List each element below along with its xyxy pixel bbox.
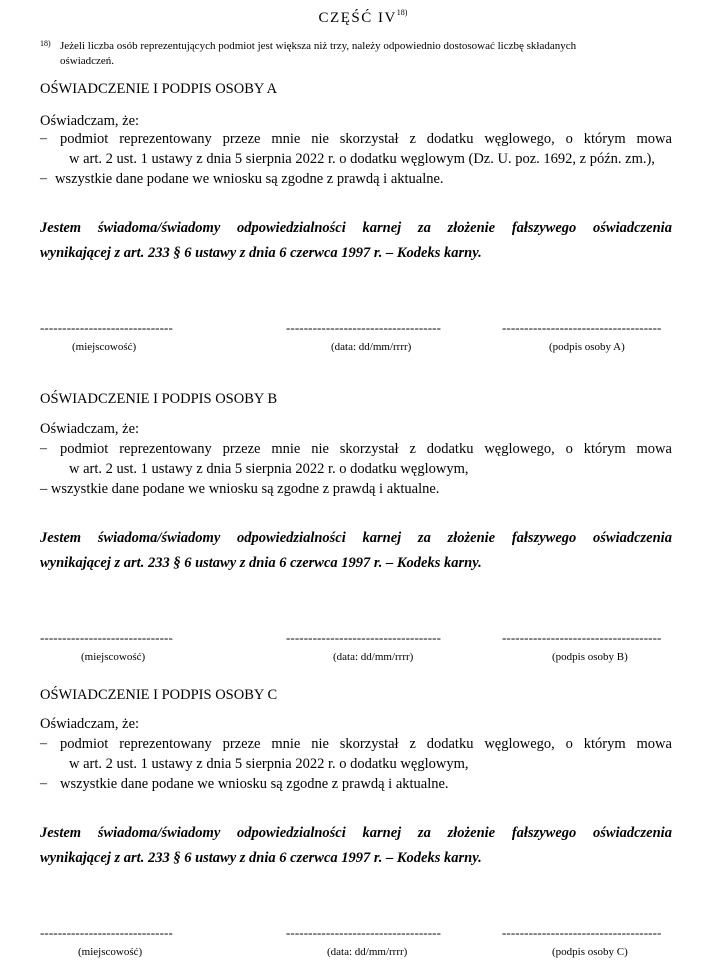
word: reprezentowany (119, 441, 212, 457)
word: dodatku (426, 131, 474, 147)
section-heading: OŚWIADCZENIE I PODPIS OSOBY C (40, 687, 278, 703)
word: podmiot (60, 131, 109, 147)
word: przeze (222, 736, 261, 752)
page-title-text: CZĘŚĆ IV (318, 10, 397, 26)
word: za (417, 825, 431, 841)
signature-label: (podpis osoby B) (552, 651, 628, 663)
word: nie (311, 131, 329, 147)
word: węglowego, (484, 131, 555, 147)
word: karnej (362, 530, 402, 546)
footnote (40, 39, 672, 69)
word: fałszywego (511, 530, 577, 546)
bullet-2: wszystkie dane podane we wniosku są zgodne z prawdą i aktualne. (60, 776, 449, 792)
bullet-dash: – (40, 736, 47, 751)
statement-line-2: wynikającej z art. 233 § 6 ustawy z dnia 6 czerwca 1997 r. – Kodeks karny. (40, 555, 482, 571)
word: świadoma/świadomy (97, 530, 221, 546)
word: którym (583, 441, 626, 457)
word: złożenie (447, 220, 496, 236)
word: dodatku (426, 736, 474, 752)
declaration-intro: Oświadczam, że: (40, 716, 140, 732)
place-label: (miejscowość) (78, 946, 143, 958)
word: reprezentowany (119, 131, 212, 147)
bullet-2: – wszystkie dane podane we wniosku są zgodne z prawdą i aktualne. (40, 481, 440, 497)
declaration-intro: Oświadczam, że: (40, 421, 140, 437)
word: o (565, 441, 573, 457)
date-signature-line: ----------------------------------- (286, 630, 442, 645)
word: mowa (636, 131, 672, 147)
date-label: (data: dd/mm/rrrr) (331, 341, 412, 353)
word: z (409, 441, 416, 457)
word: oświadczenia (593, 530, 672, 546)
date-signature-line: ----------------------------------- (286, 925, 442, 940)
word: karnej (362, 825, 402, 841)
place-signature-line: ------------------------------ (40, 925, 173, 940)
word: mnie (271, 736, 301, 752)
word: przeze (222, 441, 261, 457)
word: oświadczenia (593, 825, 672, 841)
word: fałszywego (511, 220, 577, 236)
bullet-1-line-1 (60, 736, 672, 753)
word: świadoma/świadomy (97, 220, 221, 236)
place-signature-line: ------------------------------ (40, 320, 173, 335)
word: mowa (636, 736, 672, 752)
bullet-1-line-2: w art. 2 ust. 1 ustawy z dnia 5 sierpnia 2022 r. o dodatku węglowym, (69, 461, 469, 477)
statement-line-1 (40, 220, 672, 237)
word: złożenie (447, 825, 496, 841)
date-label: (data: dd/mm/rrrr) (333, 651, 414, 663)
bullet-1-line-1 (60, 441, 672, 458)
date-label: (data: dd/mm/rrrr) (327, 946, 408, 958)
declaration-intro: Oświadczam, że: (40, 113, 140, 129)
section-heading: OŚWIADCZENIE I PODPIS OSOBY B (40, 391, 278, 407)
footnote-mark: 18) (40, 39, 51, 48)
word: węglowego, (484, 736, 555, 752)
bullet-dash: – (40, 441, 47, 456)
word: fałszywego (511, 825, 577, 841)
word: węglowego, (484, 441, 555, 457)
word: reprezentowany (119, 736, 212, 752)
statement-line-2: wynikającej z art. 233 § 6 ustawy z dnia 6 czerwca 1997 r. – Kodeks karny. (40, 850, 482, 866)
word: Jestem (40, 825, 82, 841)
word: mnie (271, 131, 301, 147)
word: mowa (636, 441, 672, 457)
signature-line: ------------------------------------ (502, 630, 662, 645)
date-signature-line: ----------------------------------- (286, 320, 442, 335)
word: którym (583, 131, 626, 147)
word: z (409, 736, 416, 752)
footnote-text (40, 39, 672, 69)
section-heading: OŚWIADCZENIE I PODPIS OSOBY A (40, 81, 278, 97)
place-label: (miejscowość) (72, 341, 137, 353)
word: mnie (271, 441, 301, 457)
word: przeze (222, 131, 261, 147)
word: odpowiedzialności (237, 220, 346, 236)
word: o (565, 131, 573, 147)
bullet-dash: – (40, 776, 47, 791)
word: oświadczenia (593, 220, 672, 236)
word: skorzystał (339, 736, 399, 752)
bullet-dash: – (40, 131, 47, 146)
word: podmiot (60, 441, 109, 457)
word: z (409, 131, 416, 147)
word: świadoma/świadomy (97, 825, 221, 841)
word: skorzystał (339, 441, 399, 457)
footnote-line-1: Jeżeli liczba osób reprezentujących podmiot jest większa niż trzy, należy odpowiednio dostosować liczbę składanych (60, 40, 577, 52)
footnote-line-2: oświadczeń. (60, 55, 115, 67)
word: o (565, 736, 573, 752)
word: karnej (362, 220, 402, 236)
word: odpowiedzialności (237, 530, 346, 546)
statement-line-1 (40, 825, 672, 842)
word: Jestem (40, 530, 82, 546)
word: nie (311, 441, 329, 457)
bullet-1-line-1 (60, 131, 672, 148)
page-title (0, 8, 726, 27)
word: skorzystał (339, 131, 399, 147)
word: którym (583, 736, 626, 752)
word: nie (311, 736, 329, 752)
bullet-1-line-2: w art. 2 ust. 1 ustawy z dnia 5 sierpnia 2022 r. o dodatku węglowym, (69, 756, 469, 772)
word: Jestem (40, 220, 82, 236)
bullet-2: wszystkie dane podane we wniosku są zgodne z prawdą i aktualne. (55, 171, 444, 187)
signature-label: (podpis osoby A) (549, 341, 625, 353)
footnote-reference: 18) (396, 8, 408, 17)
word: dodatku (426, 441, 474, 457)
word: za (417, 220, 431, 236)
word: złożenie (447, 530, 496, 546)
place-signature-line: ------------------------------ (40, 630, 173, 645)
statement-line-2: wynikającej z art. 233 § 6 ustawy z dnia 6 czerwca 1997 r. – Kodeks karny. (40, 245, 482, 261)
signature-line: ------------------------------------ (502, 320, 662, 335)
word: za (417, 530, 431, 546)
signature-label: (podpis osoby C) (552, 946, 628, 958)
bullet-1-line-2: w art. 2 ust. 1 ustawy z dnia 5 sierpnia 2022 r. o dodatku węglowym (Dz. U. poz. 1692, z późn. zm.), (69, 151, 655, 167)
word: odpowiedzialności (237, 825, 346, 841)
statement-line-1 (40, 530, 672, 547)
bullet-dash: – (40, 171, 47, 186)
signature-line: ------------------------------------ (502, 925, 662, 940)
place-label: (miejscowość) (81, 651, 146, 663)
word: podmiot (60, 736, 109, 752)
